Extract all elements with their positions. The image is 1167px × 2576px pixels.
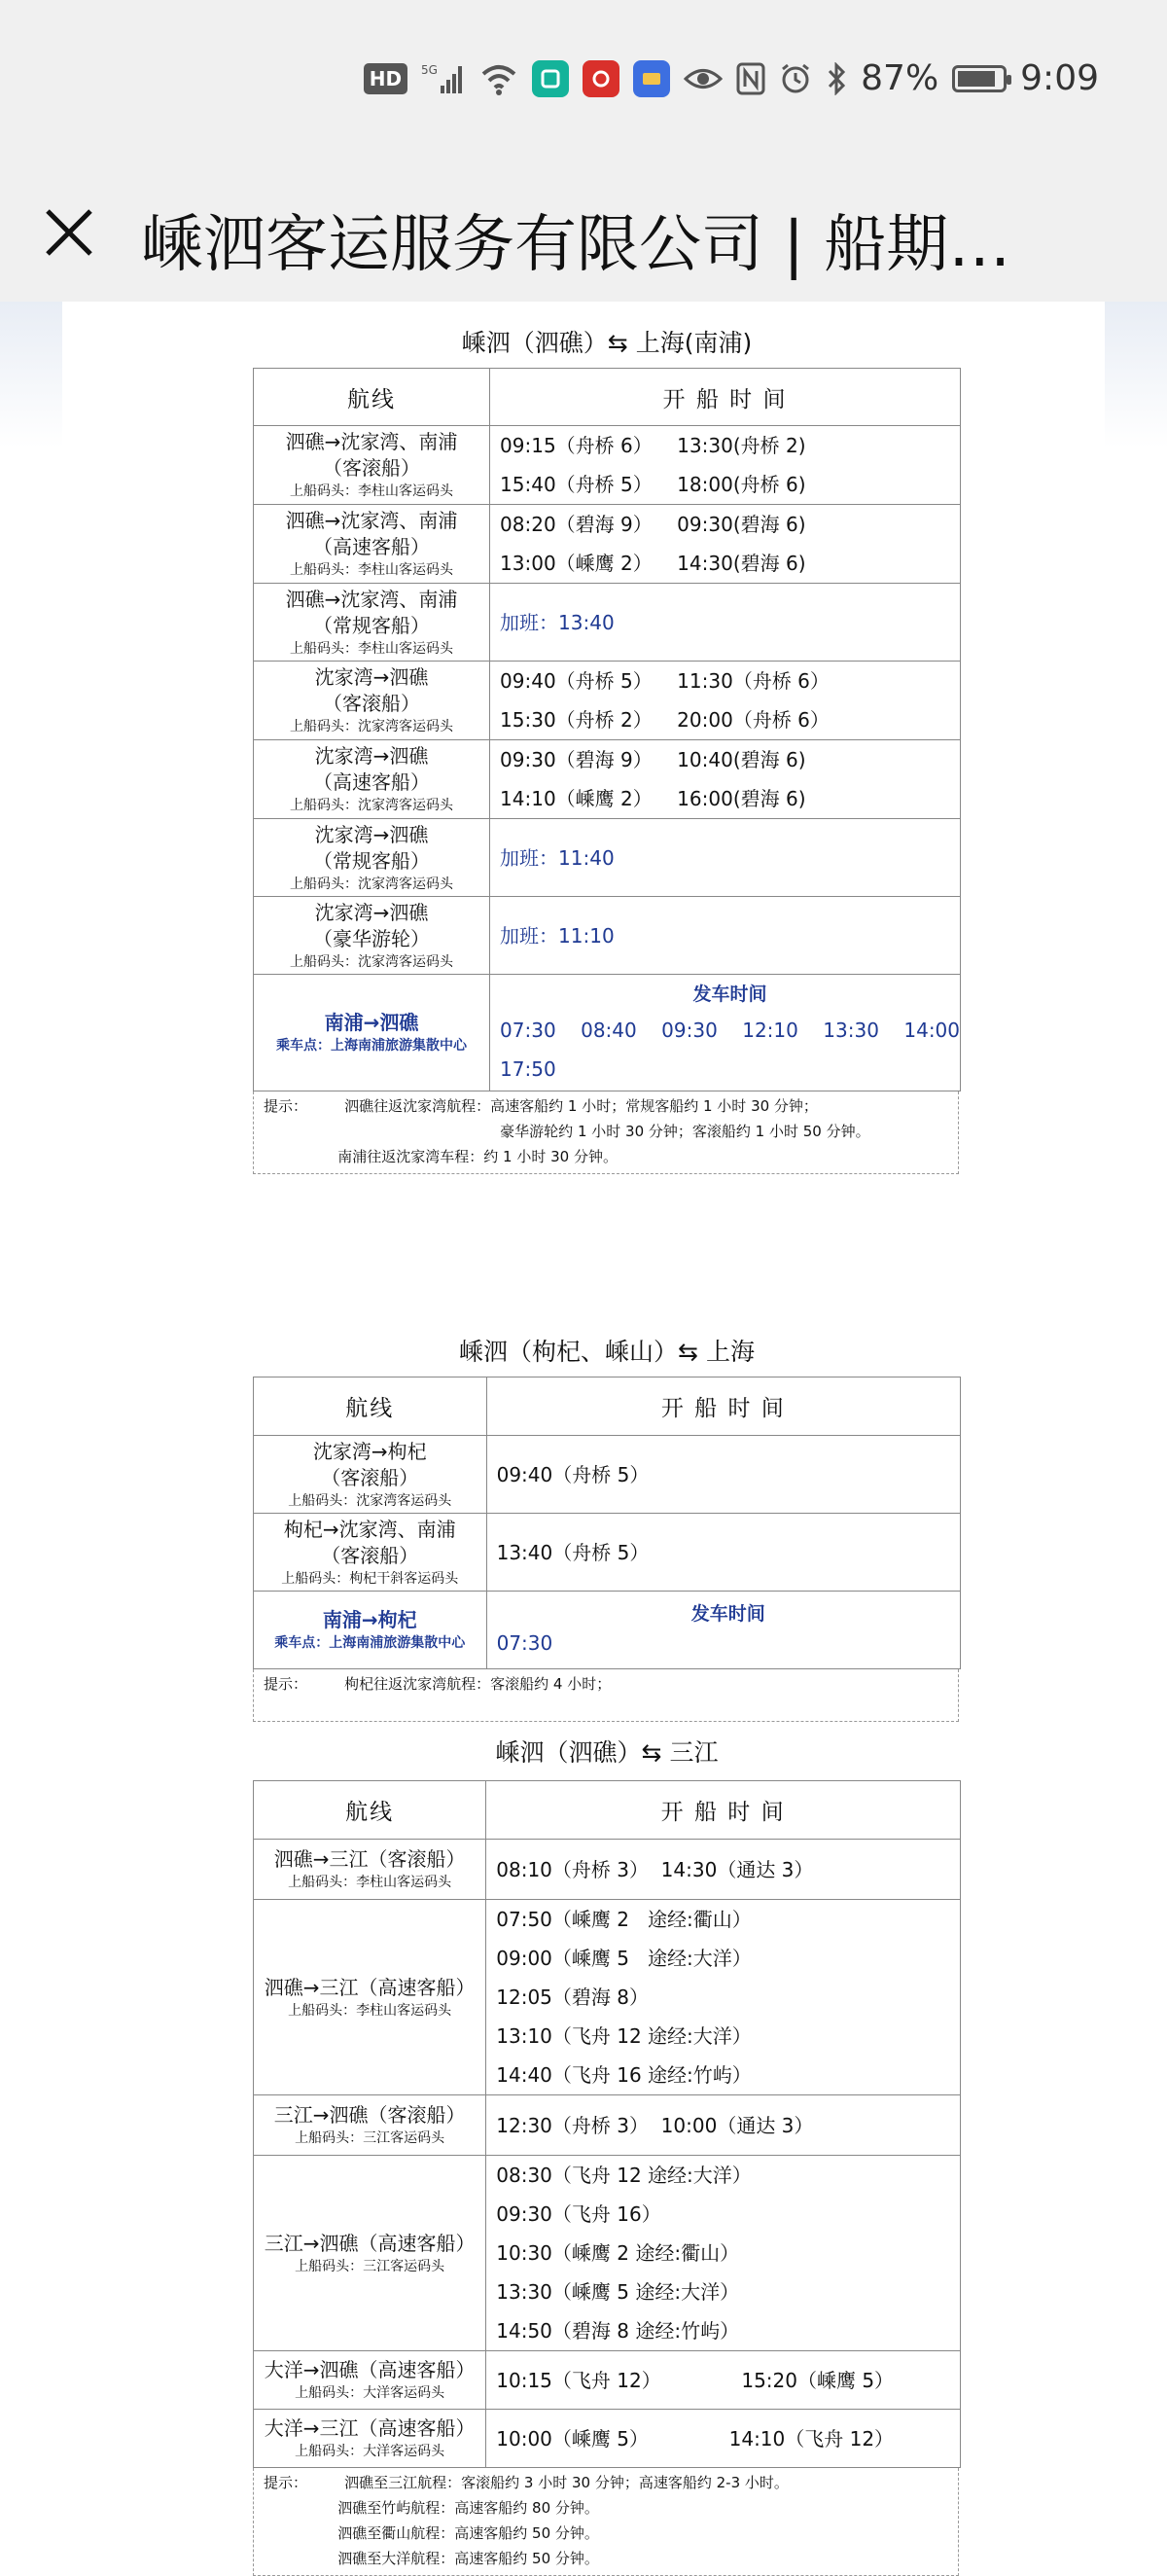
bus-pickup-point: 乘车点：上海南浦旅游集散中心 xyxy=(276,1038,468,1054)
route-cell xyxy=(254,897,490,975)
section-title: 嵊泗（枸杞、嵊山）⇆ 上海 xyxy=(459,1338,755,1366)
table-row xyxy=(254,819,961,897)
bus-route-cell xyxy=(254,975,490,1091)
times-cell xyxy=(490,426,961,505)
route-name: 泗礁→沈家湾、南浦 xyxy=(285,430,458,453)
route-name: 枸杞→沈家湾、南浦 xyxy=(283,1517,456,1541)
tip-text: 提示： 泗礁往返沈家湾航程：高速客船约 1 小时；常规客船约 1 小时 30 分钟； xyxy=(264,1097,818,1115)
pier-label: 上船码头：沈家湾客运码头 xyxy=(288,1492,452,1509)
route-name: 大洋→三江（高速客船） xyxy=(264,2416,476,2440)
departure-times: 13:40（舟桥 5） xyxy=(496,1540,650,1564)
route-cell xyxy=(254,1900,486,2095)
route-cell xyxy=(254,2410,486,2468)
route-cell xyxy=(254,1436,487,1514)
route-name: 泗礁→三江（高速客船） xyxy=(264,1975,476,1999)
times-cell xyxy=(490,740,961,819)
close-button[interactable] xyxy=(35,198,103,267)
table-row xyxy=(254,2156,961,2351)
background-decoration xyxy=(1105,302,1167,447)
network-type-label: 5G xyxy=(421,62,439,77)
departure-times: 14:10（嵊鹰 2） 16:00(碧海 6) xyxy=(500,787,806,810)
pier-label: 上船码头：大洋客运码头 xyxy=(295,2385,445,2401)
bus-row xyxy=(254,975,961,1091)
route-column-header: 航线 xyxy=(254,369,490,426)
bus-route-name: 南浦→枸杞 xyxy=(322,1608,417,1631)
browser-title-bar xyxy=(0,175,1167,302)
pier-label: 上船码头：大洋客运码头 xyxy=(295,2444,445,2459)
bus-route-cell xyxy=(254,1592,487,1669)
table-header-row xyxy=(254,369,961,426)
bus-departure-times: 07:30 xyxy=(496,1630,553,1655)
route-cell xyxy=(254,505,490,584)
table-row xyxy=(254,1514,961,1592)
table-row xyxy=(254,1436,961,1514)
tip-text: 提示： 泗礁至三江航程：客滚船约 3 小时 30 分钟；高速客船约 2-3 小时。 xyxy=(264,2474,789,2491)
extra-departure: 加班：13:40 xyxy=(500,610,615,634)
route-cell xyxy=(254,1840,486,1900)
departure-times: 08:30（飞舟 12 途经:大洋） xyxy=(496,2164,752,2187)
times-cell xyxy=(486,1514,960,1592)
pier-label: 上船码头：三江客运码头 xyxy=(295,2258,445,2274)
table-row xyxy=(254,2095,961,2156)
times-cell xyxy=(490,897,961,975)
route-name: 沈家湾→泗礁 xyxy=(314,822,429,846)
route-name: 沈家湾→泗礁 xyxy=(314,665,429,689)
vessel-type: （常规客船） xyxy=(313,613,431,637)
5g-signal-icon xyxy=(421,62,466,95)
route-name: 泗礁→沈家湾、南浦 xyxy=(285,509,458,532)
table-row xyxy=(254,897,961,975)
times-cell xyxy=(490,505,961,584)
pier-label: 上船码头：沈家湾客运码头 xyxy=(290,953,454,970)
tip-text: 泗礁至大洋航程：高速客船约 50 分钟。 xyxy=(264,2550,599,2567)
table-row xyxy=(254,740,961,819)
departure-times: 09:30（飞舟 16） xyxy=(496,2202,661,2226)
time-column-header: 开 船 时 间 xyxy=(486,1781,961,1840)
times-cell xyxy=(486,1840,961,1900)
route-name: 泗礁→沈家湾、南浦 xyxy=(285,587,458,611)
time-column-header: 开 船 时 间 xyxy=(486,1377,960,1436)
vessel-type: （高速客船） xyxy=(313,535,431,558)
pier-label: 上船码头：李柱山客运码头 xyxy=(288,2002,452,2019)
tip-text: 南浦往返沈家湾车程：约 1 小时 30 分钟。 xyxy=(264,1148,618,1165)
vessel-type: （客滚船） xyxy=(321,1543,419,1567)
hd-icon: HD xyxy=(364,63,407,94)
departure-times: 09:30（碧海 9） 10:40(碧海 6) xyxy=(500,748,806,771)
vessel-type: （高速客船） xyxy=(313,770,431,794)
pier-label: 上船码头：李柱山客运码头 xyxy=(290,562,454,578)
route-cell xyxy=(254,426,490,505)
vessel-type: （客滚船） xyxy=(323,692,421,715)
tip-text: 提示： 枸杞往返沈家湾航程：客滚船约 4 小时； xyxy=(264,1675,612,1693)
bus-departure-header: 发车时间 xyxy=(692,983,767,1005)
times-cell xyxy=(486,2351,961,2410)
table-row xyxy=(254,662,961,740)
route-cell xyxy=(254,819,490,897)
times-cell xyxy=(486,2156,961,2351)
extra-departure: 加班：11:40 xyxy=(500,845,615,870)
bus-departure-times: 07:30 08:40 09:30 12:10 13:30 14:00 xyxy=(500,1018,960,1042)
clock: 9:09 xyxy=(1020,58,1099,98)
times-cell xyxy=(490,662,961,740)
alarm-icon xyxy=(779,62,812,95)
departure-times: 10:00（嵊鹰 5） 14:10（飞舟 12） xyxy=(496,2426,895,2451)
pier-label: 上船码头：沈家湾客运码头 xyxy=(290,798,454,813)
table-row xyxy=(254,426,961,505)
battery-level xyxy=(958,71,995,87)
departure-times: 10:15（飞舟 12） 15:20（嵊鹰 5） xyxy=(496,2368,895,2392)
route-name: 沈家湾→泗礁 xyxy=(314,744,429,768)
departure-times: 09:00（嵊鹰 5 途经:大洋） xyxy=(496,1947,752,1970)
time-column-header: 开 船 时 间 xyxy=(490,369,961,426)
times-cell xyxy=(486,2410,961,2468)
departure-times: 09:40（舟桥 5） 11:30（舟桥 6） xyxy=(500,669,830,693)
departure-times: 10:30（嵊鹰 2 途经:衢山） xyxy=(496,2241,740,2265)
schedule-document xyxy=(253,311,961,2576)
bus-row xyxy=(254,1592,961,1669)
status-icons xyxy=(364,58,1099,98)
status-bar xyxy=(0,0,1167,175)
departure-times: 07:50（嵊鹰 2 途经:衢山） xyxy=(496,1908,752,1931)
departure-times: 13:30（嵊鹰 5 途经:大洋） xyxy=(496,2280,740,2304)
tips-box xyxy=(253,2468,959,2576)
table-row xyxy=(254,2351,961,2410)
departure-times: 09:40（舟桥 5） xyxy=(496,1462,650,1486)
table-row xyxy=(254,1840,961,1900)
eye-icon xyxy=(684,64,723,93)
app-icon xyxy=(583,60,619,97)
route-name: 三江→泗礁（高速客船） xyxy=(264,2231,476,2255)
bus-times-cell xyxy=(490,975,961,1091)
vessel-type: （客滚船） xyxy=(323,456,421,480)
departure-times: 12:30（舟桥 3） 10:00（通达 3） xyxy=(496,2113,814,2137)
route-name: 泗礁→三江（客滚船） xyxy=(273,1847,466,1871)
section-title: 嵊泗（泗礁）⇆ 上海(南浦) xyxy=(461,329,753,357)
table-row xyxy=(254,2410,961,2468)
pier-label: 上船码头：沈家湾客运码头 xyxy=(290,719,454,734)
times-cell xyxy=(486,1436,960,1514)
pier-label: 上船码头：三江客运码头 xyxy=(295,2130,445,2146)
table-header-row xyxy=(254,1377,961,1436)
vessel-type: （常规客船） xyxy=(313,848,431,873)
departure-times: 14:40（飞舟 16 途经:竹屿） xyxy=(496,2063,752,2087)
close-icon xyxy=(42,205,96,260)
tips-box xyxy=(253,1091,959,1174)
departure-times: 15:30（舟桥 2） 20:00（舟桥 6） xyxy=(500,708,830,732)
pier-label: 上船码头：李柱山客运码头 xyxy=(288,1875,452,1890)
vessel-type: （客滚船） xyxy=(321,1465,419,1489)
times-cell xyxy=(490,819,961,897)
section-title: 嵊泗（泗礁）⇆ 三江 xyxy=(495,1738,719,1767)
route-cell xyxy=(254,2095,486,2156)
departure-times: 13:10（飞舟 12 途经:大洋） xyxy=(496,2024,752,2048)
table-row xyxy=(254,1900,961,2095)
bus-departure-times: 17:50 xyxy=(500,1056,556,1081)
table-row xyxy=(254,505,961,584)
bluetooth-icon xyxy=(826,62,847,95)
route-column-header: 航线 xyxy=(254,1377,487,1436)
departure-times: 08:20（碧海 9） 09:30(碧海 6) xyxy=(500,513,806,536)
table-header-row xyxy=(254,1781,961,1840)
times-cell xyxy=(486,2095,961,2156)
pier-label: 上船码头：李柱山客运码头 xyxy=(290,640,454,657)
route-cell xyxy=(254,584,490,662)
route-name: 沈家湾→枸杞 xyxy=(312,1439,427,1463)
departure-times: 12:05（碧海 8） xyxy=(496,1986,649,2009)
route-cell xyxy=(254,2156,486,2351)
route-cell xyxy=(254,1514,487,1592)
departure-times: 13:00（嵊鹰 2） 14:30(碧海 6) xyxy=(500,552,806,575)
times-cell xyxy=(486,1900,961,2095)
times-cell xyxy=(490,584,961,662)
schedule-table xyxy=(253,1780,961,2468)
nfc-icon xyxy=(736,62,765,95)
departure-times: 09:15（舟桥 6） 13:30(舟桥 2) xyxy=(500,434,806,457)
battery-icon xyxy=(952,65,1007,92)
route-column-header: 航线 xyxy=(254,1781,486,1840)
departure-times: 08:10（舟桥 3） 14:30（通达 3） xyxy=(496,1857,814,1881)
bus-pickup-point: 乘车点：上海南浦旅游集散中心 xyxy=(274,1635,466,1651)
bus-departure-header: 发车时间 xyxy=(690,1602,765,1625)
table-row xyxy=(254,584,961,662)
route-name: 三江→泗礁（客滚船） xyxy=(273,2103,466,2127)
departure-times: 14:50（碧海 8 途经:竹屿） xyxy=(496,2319,740,2343)
wifi-icon xyxy=(479,62,518,95)
route-cell xyxy=(254,740,490,819)
pier-label: 上船码头：李柱山客运码头 xyxy=(290,483,454,499)
route-name: 沈家湾→泗礁 xyxy=(314,900,429,924)
vessel-type: （豪华游轮） xyxy=(313,926,431,950)
tip-text: 豪华游轮约 1 小时 30 分钟；客滚船约 1 小时 50 分钟。 xyxy=(264,1123,870,1140)
route-cell xyxy=(254,662,490,740)
schedule-table xyxy=(253,368,961,1091)
tip-text: 泗礁至竹屿航程：高速客船约 80 分钟。 xyxy=(264,2499,599,2517)
bus-route-name: 南浦→泗礁 xyxy=(324,1011,419,1034)
extra-departure: 加班：11:10 xyxy=(500,923,615,948)
departure-times: 15:40（舟桥 5） 18:00(舟桥 6) xyxy=(500,473,806,496)
schedule-table xyxy=(253,1377,961,1669)
route-name: 大洋→泗礁（高速客船） xyxy=(264,2358,476,2381)
battery-percent: 87% xyxy=(861,58,939,98)
tip-text: 泗礁至衢山航程：高速客船约 50 分钟。 xyxy=(264,2524,599,2542)
bus-times-cell xyxy=(486,1592,960,1669)
page-title: 嵊泗客运服务有限公司 | 船期… xyxy=(141,209,1011,281)
pier-label: 上船码头：沈家湾客运码头 xyxy=(290,876,454,892)
app-icon xyxy=(633,60,670,97)
background-decoration xyxy=(0,302,62,447)
tips-box xyxy=(253,1669,959,1722)
route-cell xyxy=(254,2351,486,2410)
pier-label: 上船码头：枸杞干斜客运码头 xyxy=(281,1570,459,1587)
app-icon xyxy=(532,60,569,97)
